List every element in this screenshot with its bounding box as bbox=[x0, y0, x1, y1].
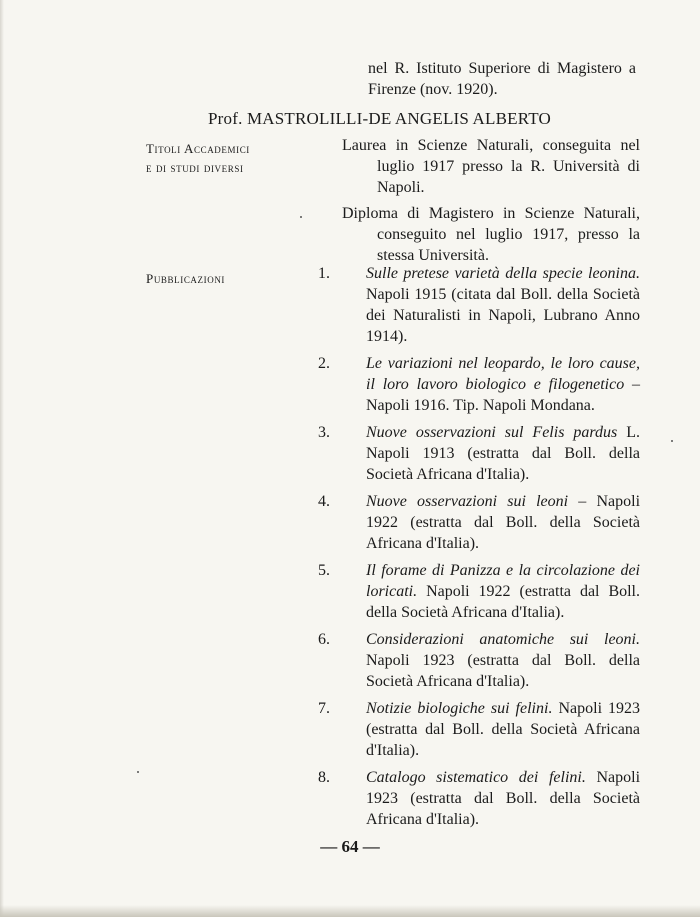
publication-number: 2. bbox=[318, 355, 330, 372]
page-bottom-edge bbox=[0, 905, 700, 917]
publication-number: 1. bbox=[318, 265, 330, 282]
publication-number: 7. bbox=[318, 700, 330, 717]
page-edge-shadow bbox=[0, 0, 4, 917]
publication-number: 6. bbox=[318, 631, 330, 648]
publication-title: Catalogo sistematico dei felini. bbox=[366, 769, 586, 786]
publication-number: 3. bbox=[318, 424, 330, 441]
section-heading: Prof. MASTROLILLI-DE ANGELIS ALBERTO bbox=[208, 109, 552, 128]
publication-details: Napoli 1922 (estratta dal Boll. della Società Africana d'Italia). bbox=[366, 583, 641, 621]
publications-list bbox=[318, 263, 641, 830]
label-titoli bbox=[146, 138, 250, 178]
titolo-item: Laurea in Scienze Naturali, conseguita nel luglio 1917 presso la R. Università di Napoli. bbox=[342, 137, 640, 196]
speck bbox=[300, 216, 302, 218]
publication-item bbox=[318, 491, 641, 554]
publication-details: Napoli 1915 (citata dal Boll. della Società dei Naturalisti in Napoli, Lubrano Anno 1914). bbox=[366, 286, 640, 345]
publication-title: Le variazioni nel leopardo, le loro cause, il loro lavoro biologico e filogenetico bbox=[366, 355, 640, 393]
publication-details: L. Napoli 1913 (estratta dal Boll. della Società Africana d'Italia). bbox=[366, 424, 640, 483]
publication-item bbox=[318, 422, 640, 485]
publication-title: Sulle pretese varietà della specie leonina. bbox=[366, 265, 640, 282]
label-titoli-line1: Titoli Accademici bbox=[146, 141, 250, 156]
publication-item bbox=[318, 629, 640, 692]
label-pubblicazioni bbox=[146, 268, 225, 289]
speck bbox=[671, 440, 673, 442]
publication-details: Napoli 1923 (estratta dal Boll. della Società Africana d'Italia). bbox=[366, 769, 641, 828]
publication-details: – Napoli 1922 (estratta dal Boll. della Società Africana d'Italia). bbox=[366, 493, 641, 552]
publication-item bbox=[318, 698, 641, 761]
publication-title: Nuove osservazioni sui leoni bbox=[366, 493, 569, 510]
titolo-item: Diploma di Magistero in Scienze Naturali, conseguito nel luglio 1917, presso la stessa Università. bbox=[342, 205, 640, 264]
label-titoli-line2: e di studi diversi bbox=[146, 160, 244, 175]
publication-number: 5. bbox=[318, 562, 330, 579]
publication-details: – Napoli 1916. Tip. Napoli Mondana. bbox=[366, 376, 640, 414]
publication-title: Notizie biologiche sui felini. bbox=[366, 700, 553, 717]
publication-number: 4. bbox=[318, 493, 330, 510]
publication-item bbox=[318, 560, 641, 623]
page-number: — 64 — bbox=[320, 837, 380, 856]
publication-title: Il forame di Panizza e la circolazione dei loricati. bbox=[366, 562, 640, 600]
publication-details: Napoli 1923 (estratta dal Boll. della Società Africana d'Italia). bbox=[366, 652, 640, 690]
speck bbox=[137, 771, 139, 773]
publication-details: Napoli 1923 (estratta dal Boll. della Società Africana d'Italia). bbox=[366, 700, 641, 759]
publication-item bbox=[318, 353, 640, 416]
publication-item bbox=[318, 767, 641, 830]
publication-title: Considerazioni anatomiche sui leoni. bbox=[366, 631, 640, 648]
continuation-text: nel R. Istituto Superiore di Magistero a Firenze (nov. 1920). bbox=[368, 60, 636, 98]
publication-title: Nuove osservazioni sul Felis pardus bbox=[366, 424, 618, 441]
titoli-list bbox=[342, 135, 640, 266]
publication-number: 8. bbox=[318, 769, 330, 786]
label-pubblicazioni-text: Pubblicazioni bbox=[146, 271, 226, 286]
publication-item bbox=[318, 263, 640, 347]
